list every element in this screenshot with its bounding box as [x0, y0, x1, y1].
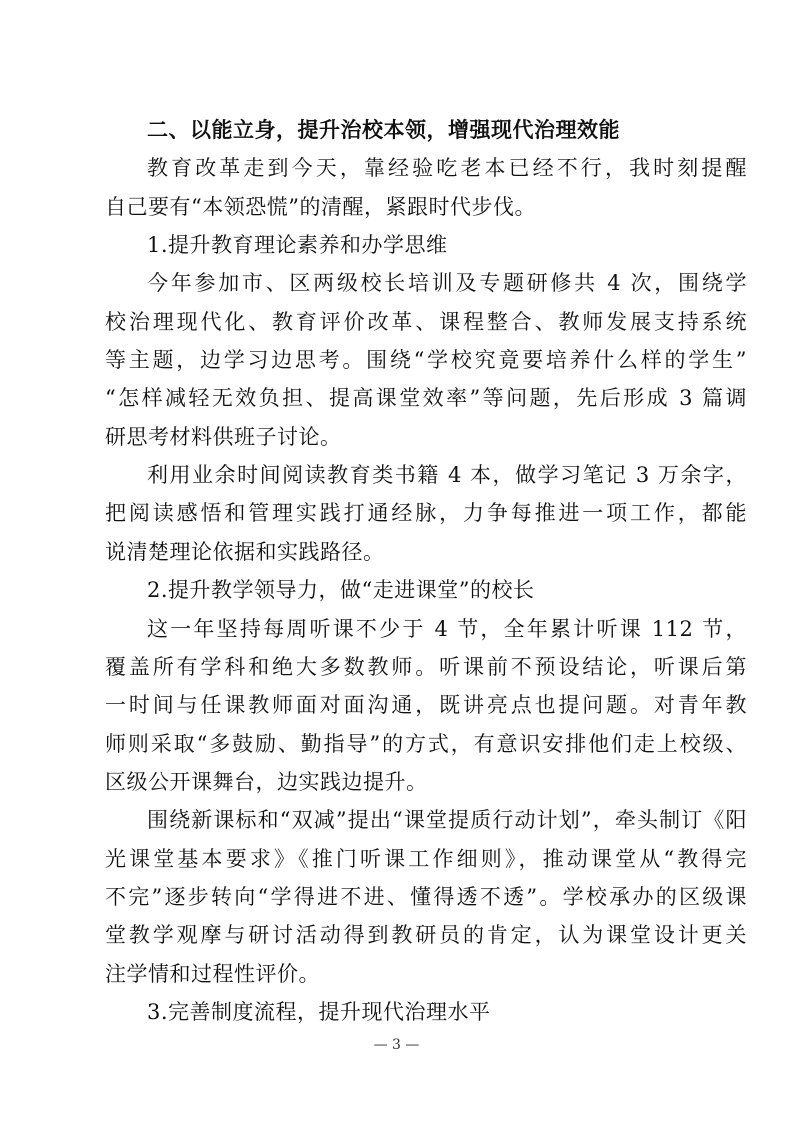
- paragraph-line: 研思考材料供班子讨论。: [105, 425, 342, 449]
- subheading: 2.提升教学领导力，做“走进课堂”的校长: [147, 578, 535, 602]
- paragraph-line: “怎样减轻无效负担、提高课堂效率”等问题，先后形成 3 篇调: [105, 386, 747, 410]
- paragraph-line: 说清楚理论依据和实践路径。: [105, 540, 385, 564]
- paragraph-line: 校治理现代化、教育评价改革、课程整合、教师发展支持系统: [105, 310, 747, 334]
- paragraph-line: 堂教学观摩与研讨活动得到教研员的肯定，认为课堂设计更关: [105, 923, 747, 947]
- paragraph-line: 自己要有“本领恐慌”的清醒，紧跟时代步伐。: [105, 195, 536, 219]
- paragraph-line: 利用业余时间阅读教育类书籍 4 本，做学习笔记 3 万余字，: [147, 463, 747, 487]
- paragraph-line: 教育改革走到今天，靠经验吃老本已经不行，我时刻提醒: [147, 156, 747, 180]
- section-heading: 二、以能立身，提升治校本领，增强现代治理效能: [147, 118, 620, 142]
- paragraph-line: 注学情和过程性评价。: [105, 962, 320, 986]
- paragraph-line: 光课堂基本要求》《推门听课工作细则》，推动课堂从“教得完: [105, 847, 747, 871]
- page-number: — 3 —: [373, 1037, 420, 1053]
- paragraph-line: 不完”逐步转向“学得进不进、懂得透不透”。学校承办的区级课: [105, 885, 747, 909]
- paragraph-line: 把阅读感悟和管理实践打通经脉，力争每推进一项工作，都能: [105, 501, 747, 525]
- paragraph-line: 今年参加市、区两级校长培训及专题研修共 4 次，围绕学: [147, 271, 747, 295]
- subheading: 1.提升教育理论素养和办学思维: [147, 233, 448, 257]
- paragraph-line: 等主题，边学习边思考。围绕“学校究竟要培养什么样的学生”: [105, 348, 747, 372]
- subheading: 3.完善制度流程，提升现代治理水平: [147, 1000, 491, 1024]
- paragraph-line: 这一年坚持每周听课不少于 4 节，全年累计听课 112 节，: [147, 617, 747, 641]
- paragraph-line: 覆盖所有学科和绝大多数教师。听课前不预设结论，听课后第: [105, 655, 747, 679]
- paragraph-line: 师则采取“多鼓励、勤指导”的方式，有意识安排他们走上校级、: [105, 732, 747, 756]
- paragraph-line: 围绕新课标和“双减”提出“课堂提质行动计划”，牵头制订《阳: [147, 808, 747, 832]
- paragraph-line: 一时间与任课教师面对面沟通，既讲亮点也提问题。对青年教: [105, 693, 747, 717]
- paragraph-line: 区级公开课舞台，边实践边提升。: [105, 770, 428, 794]
